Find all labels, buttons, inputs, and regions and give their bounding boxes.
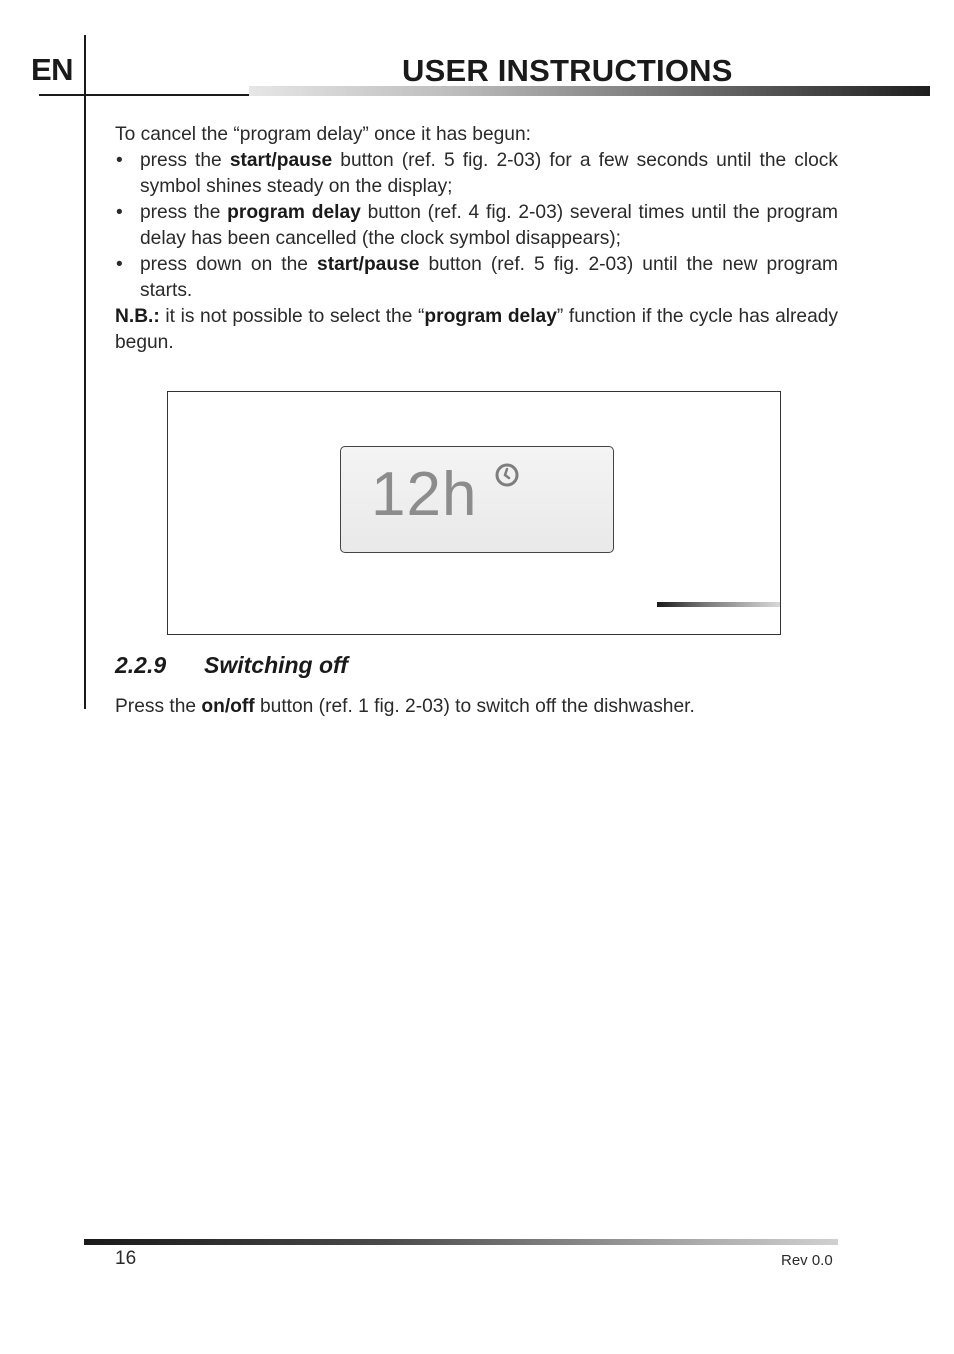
section-heading <box>115 652 348 679</box>
figure-gradient-bar <box>657 602 780 607</box>
intro-paragraph: To cancel the “program delay” once it has begun: <box>115 124 531 145</box>
left-margin-rule <box>84 35 86 709</box>
section-number: 2.2.9 <box>115 652 167 678</box>
revision-label: Rev 0.0 <box>781 1252 833 1269</box>
display-figure <box>167 391 781 635</box>
page-number: 16 <box>115 1248 137 1269</box>
lcd-display <box>340 446 614 553</box>
note-paragraph: N.B.: it is not possible to select the “program delay” function if the cycle has already begun. <box>115 306 838 353</box>
instruction-list <box>115 148 838 304</box>
section-paragraph: Press the on/off button (ref. 1 fig. 2-03) to switch off the dishwasher. <box>115 696 695 717</box>
list-item: • press down on the start/pause button (ref. 5 fig. 2-03) until the new program starts. <box>115 252 838 304</box>
list-item: • press the program delay button (ref. 4 fig. 2-03) several times until the program delay has been cancelled (the clock symbol disappears); <box>115 200 838 252</box>
footer-gradient-bar <box>84 1239 838 1245</box>
list-item: • press the start/pause button (ref. 5 fig. 2-03) for a few seconds until the clock symbol shines steady on the display; <box>115 148 838 200</box>
language-label: EN <box>31 52 74 87</box>
page-title: USER INSTRUCTIONS <box>402 53 733 88</box>
clock-icon <box>494 462 520 493</box>
header-rule <box>39 94 249 96</box>
note-label: N.B.: <box>115 306 160 327</box>
section-title: Switching off <box>204 652 348 678</box>
display-readout: 12h <box>371 460 478 529</box>
